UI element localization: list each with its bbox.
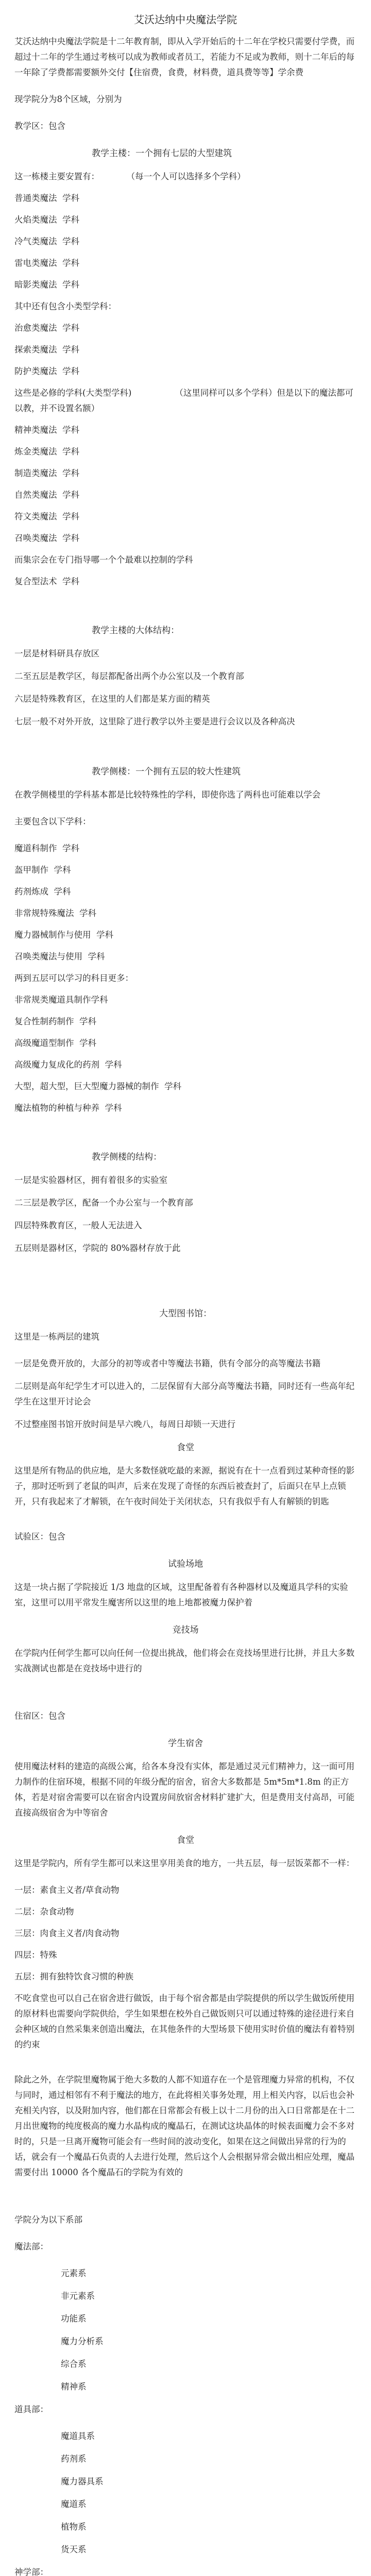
main-building-subject-item: 炼金类魔法 学科: [14, 447, 79, 456]
page-title: 艾沃达纳中央魔法学院: [134, 13, 237, 26]
competition-text: 在学院内任何学生都可以向任何一位提出挑战，他们将会在竞技场里进行比拼，并且大多数实战测试也都是在竞技场中进行的: [14, 1648, 355, 1673]
magic-dept-item: 元素系: [61, 2268, 87, 2278]
main-building-subject-item: 这一栋楼主要安置有： （每一个人可以选择多个学科）: [14, 172, 246, 181]
library-subtitle: 这里是一栋两层的建筑: [14, 1332, 99, 1342]
library-paragraph: 二层则是高年纪学生才可以进入的，二层保留有大部分高等魔法书籍，同时还有一些高年纪学生在这里开讨论会: [14, 1381, 355, 1406]
final-paragraph: 除此之外，在学院里魔物属于绝大多数的人都不知道存在一个是管理魔力异常的机构，不仅与同时，通过相邻有不利于魔法的地方，在此将相关事务处理，用上相关内容，以后也会补充相关内容，以及附加内容，他们都在日常都会有极上以十二月份的出入口日常都是在十二月出世魔物的纯度极高的魔力水晶构成的魔晶石，在测试这块晶体的时候表面魔力会不多对时的，只是一旦离开魔物可能会有一些时间的波动变化，如果在这之间做出异常的行为的话，就会有一个魔晶石负责的人去进行处理，然后这个人会根据异常会做出相应处理，魔晶需要付出 10000 各个魔晶石的学院为有效的: [14, 2075, 355, 2177]
side-building-subject-item: 召唤类魔法与使用 学科: [14, 952, 105, 961]
magic-dept-label: 魔法部：: [14, 2242, 48, 2251]
magic-dept-list: [14, 2266, 357, 2395]
side-building-subject-item: 非常规特殊魔法 学科: [14, 908, 96, 918]
main-building-subject-item: 符文类魔法 学科: [14, 512, 79, 521]
canteen-intro: 这里是学院内，所有学生都可以来这里享用美食的地方，一共五层，每一层饭菜都不一样：: [14, 1858, 355, 1868]
main-building-subject-item: 这些是必修的学科(大类型学科) （这里同样可以多个学科）但是以下的魔法都可以教，并不设置名额）: [14, 388, 353, 413]
magic-dept-item: 功能系: [61, 2314, 87, 2324]
cafeteria-heading: 食堂: [177, 1443, 194, 1453]
main-structure-heading: 教学主楼的大体结构：: [92, 625, 179, 636]
main-structure-item: 六层是特殊教育区，在这里的人们都是某方面的精英: [14, 694, 210, 704]
test-field-text: 这是一块占据了学院接近 1/3 地盘的区域，这里配备着有各种器材以及魔道具学科的实验室，这里可以用平常发生魔害所以这里的地上地都被魔力保护着: [14, 1582, 348, 1607]
schools-heading: 学院分为以下系部: [14, 2215, 82, 2225]
magic-dept-item: 非元素系: [61, 2291, 95, 2301]
side-building-subject-item: 高级魔力复成化的药剂 学科: [14, 1060, 122, 1070]
main-building-subject-item: 防护类魔法 学科: [14, 366, 79, 376]
side-building-subject-item: 盔甲制作 学科: [14, 865, 71, 875]
item-dept-item: 魔力器具系: [61, 2477, 104, 2486]
side-building-subject-item: 两到五层可以学习的科目更多：: [14, 973, 133, 983]
dorm-text: 使用魔法材料的建造的高级公寓，给各本身没有实体，都是通过灵元们精神力，这一面可用力制作的住宿环境，根据不同的年级分配的宿舍，宿舍大多数都是 5m*5m*1.8m 的正方体，若是对宿舍需要可以在宿舍内设置房间放宿舍材料扩建扩大，但是费用支付高昂，可能直接高级宿舍为中等宿舍: [14, 1761, 355, 1818]
cafeteria-text: 这里是所有物品的供应地，是大多数怪就吃最的来源，据说有在十一点看到过某种奇怪的影子，那时还听到了老鼠的叫声，后来在发现了奇怪的东西后被查封了，后面只在早上点锁开，只有我起来了才解锁，在午夜时间处于关闭状态，只有我似乎有人有解锁的钥匙: [14, 1466, 355, 1506]
side-building-heading: 教学侧楼：一个拥有五层的较大性建筑: [92, 767, 241, 777]
item-dept-item: 魔道具系: [61, 2431, 95, 2441]
canteen-note: 不吃食堂也可以自己在宿舍进行做饭，由于每个宿舍都是由学院提供的所以学生做饭所使用的原材料也需要向学院供给，学生如果想在校外自己做饭则只可以通过特殊的途径进行来自会种区域的自然采集来创造出魔法，在其他条件的大型场景下使用实时价值的魔法有着特别的约束: [14, 1993, 355, 2049]
main-building-subject-item: 治愈类魔法 学科: [14, 323, 79, 333]
main-building-heading: 教学主楼：一个拥有七层的大型建筑: [92, 148, 232, 159]
test-field-heading: 试验场地: [168, 1559, 203, 1569]
main-building-subject-item: 普通类魔法 学科: [14, 193, 79, 203]
main-building-subject-item: 制造类魔法 学科: [14, 468, 79, 478]
main-building-subjects-list: [14, 169, 357, 589]
main-building-subject-item: 精神类魔法 学科: [14, 425, 79, 435]
main-building-subject-item: 复合型法术 学科: [14, 577, 79, 586]
side-structure-item: 五层则是器材区，学院的 80%器材存放于此: [14, 1243, 181, 1253]
divine-dept-label: 神学部：: [14, 2567, 48, 2576]
main-structure-list: [14, 646, 357, 730]
library-paragraph: 一层是免费开放的，大部分的初等或者中等魔法书籍，供有令部分的高等魔法书籍: [14, 1359, 321, 1368]
main-structure-item: 一层是材料研具存放区: [14, 649, 99, 658]
canteen-floor-item: 四层：特殊: [14, 1950, 57, 1960]
side-building-main-label: 主要包含以下学科：: [14, 817, 91, 826]
canteen-heading: 食堂: [177, 1835, 194, 1845]
item-dept-item: 药剂系: [61, 2454, 87, 2464]
side-building-subject-item: 复合性制药制作 学科: [14, 1016, 96, 1026]
area-intro-text: 现学院分为8个区域，分别为: [14, 94, 122, 104]
item-dept-list: [14, 2429, 357, 2557]
main-structure-item: 二至五层是教学区，每层都配备出两个办公室以及一个教育部: [14, 671, 244, 681]
side-building-subjects-list: [14, 841, 357, 1116]
living-area-label: 住宿区：包含: [14, 1711, 65, 1721]
side-building-subject-item: 魔力器械制作与使用 学科: [14, 930, 113, 940]
canteen-floor-item: 二层：杂食动物: [14, 1907, 74, 1917]
magic-dept-item: 综合系: [61, 2359, 87, 2369]
canteen-floor-item: 三层：肉食主义者/肉食动物: [14, 1928, 120, 1938]
dorm-heading: 学生宿舍: [168, 1738, 203, 1749]
main-building-subject-item: 暗影类魔法 学科: [14, 280, 79, 290]
teaching-area-label: 教学区：包含: [14, 121, 65, 131]
main-building-subject-item: 其中还有包含小类型学科：: [14, 301, 116, 311]
main-building-subject-item: 召唤类魔法 学科: [14, 533, 79, 543]
main-building-subject-item: 火焰类魔法 学科: [14, 215, 79, 225]
main-building-subject-item: 冷气类魔法 学科: [14, 236, 79, 246]
main-structure-item: 七层一般不对外开放，这里除了进行教学以外主要是进行会议以及各种高决: [14, 717, 295, 726]
main-building-subject-item: 而集宗会在专门指导哪一个个最难以控制的学科: [14, 555, 193, 565]
side-building-subject-item: 魔法植物的种植与种养 学科: [14, 1103, 122, 1113]
side-building-subject-item: 非常规类魔道具制作学科: [14, 995, 108, 1005]
side-structure-list: [14, 1173, 357, 1256]
main-building-subject-item: 自然类魔法 学科: [14, 490, 79, 500]
side-building-subject-item: 大型，超大型，巨大型魔力器械的制作 学科: [14, 1081, 181, 1091]
item-dept-item: 植物系: [61, 2522, 87, 2532]
magic-dept-item: 精神系: [61, 2382, 87, 2392]
library-heading: 大型图书馆：: [159, 1309, 212, 1319]
library-paragraphs: [14, 1356, 357, 1432]
side-building-subject-item: 高级魔道型制作 学科: [14, 1038, 96, 1048]
side-structure-item: 二三层是教学区，配备一个办公室与一个教育部: [14, 1198, 193, 1208]
canteen-floor-item: 一层：素食主义者/草食动物: [14, 1885, 120, 1895]
item-dept-item: 魔道系: [61, 2499, 87, 2509]
side-structure-item: 一层是实验器材区，拥有着很多的实验室: [14, 1175, 167, 1185]
test-area-label: 试验区：包含: [14, 1532, 65, 1541]
intro-paragraph: 艾沃达纳中央魔法学院是十二年教育制，即从入学开始后的十二年在学校只需要付学费，而超过十二年的学生通过考核可以成为教师或者员工，若能力不足或为教师，则十二年后的每一年除了学费都需要额外交付【住宿费，食费，材料费，道具费等等】学余费: [14, 37, 355, 77]
side-structure-item: 四层特殊教育区，一般人无法进入: [14, 1221, 142, 1230]
canteen-floor-item: 五层：拥有独特饮食习惯的种族: [14, 1972, 133, 1981]
magic-dept-item: 魔力分析系: [61, 2336, 104, 2346]
side-building-subject-item: 药剂炼成 学科: [14, 887, 71, 896]
library-paragraph: 不过整座图书馆开放时间是早六晚八，每周日却锁一天进行: [14, 1419, 235, 1429]
side-building-subject-item: 魔道科制作 学科: [14, 843, 79, 853]
side-building-intro: 在教学侧楼里的学科基本都是比较特殊性的学科，即使你选了两科也可能难以学会: [14, 790, 321, 800]
item-dept-label: 道具部：: [14, 2404, 48, 2414]
canteen-floors-list: [14, 1883, 357, 1985]
main-building-subject-item: 雷电类魔法 学科: [14, 258, 79, 268]
main-building-subject-item: 探索类魔法 学科: [14, 345, 79, 354]
competition-heading: 竞技场: [172, 1625, 199, 1635]
side-structure-heading: 教学侧楼的结构：: [92, 1152, 162, 1162]
item-dept-item: 货天系: [61, 2545, 87, 2554]
